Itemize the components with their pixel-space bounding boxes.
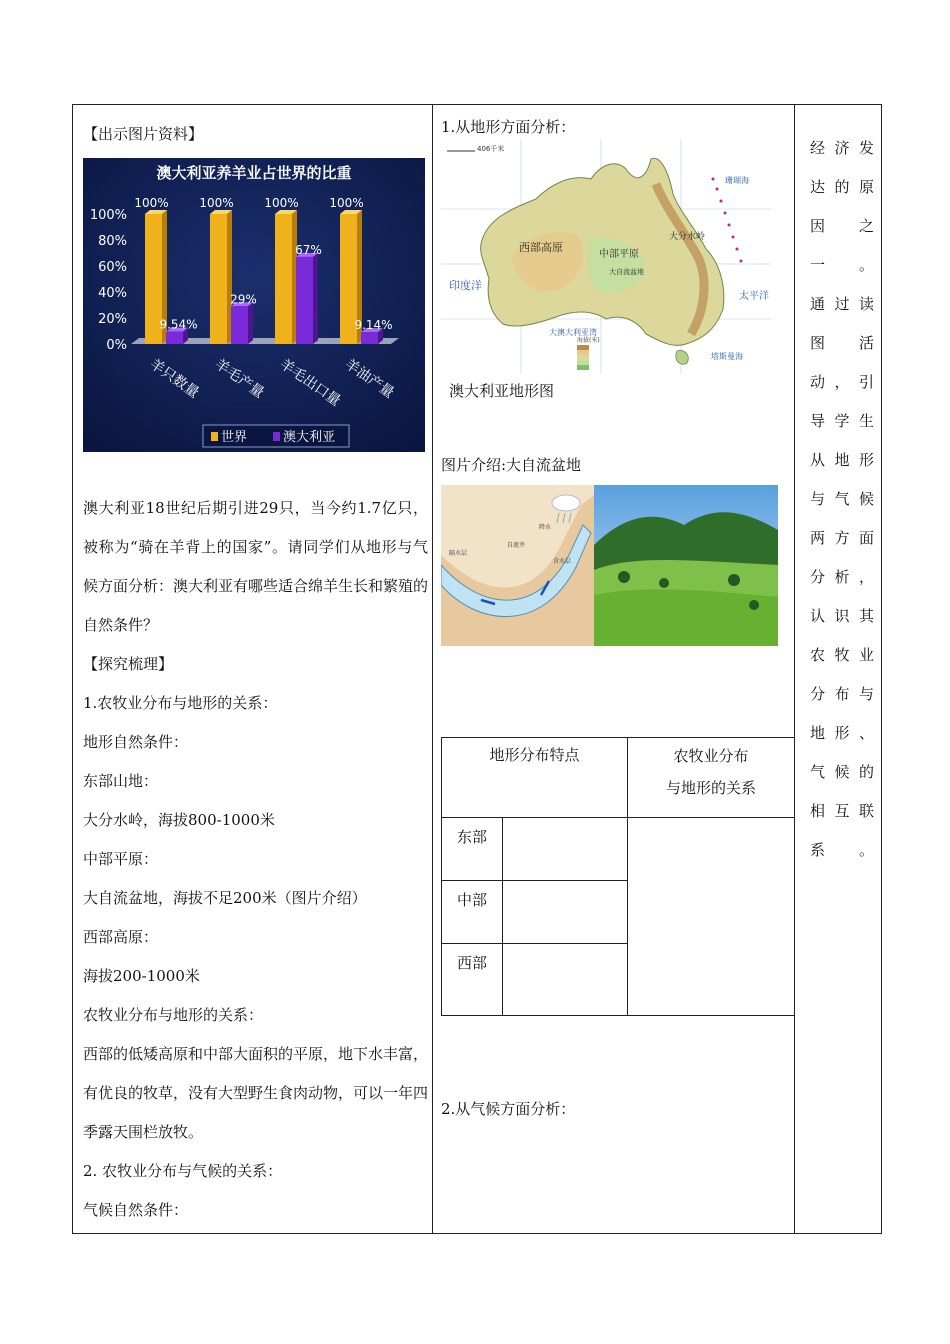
middle-column: [441, 115, 796, 1118]
legend-world: 世界: [221, 430, 248, 445]
table-header-terrain: 地形分布特点: [442, 738, 628, 818]
artesian-diagram: [441, 485, 594, 646]
australia-terrain-map: [441, 139, 771, 374]
map-label-coral-sea: 珊瑚海: [725, 176, 749, 185]
table-row-east: 东部: [442, 818, 503, 881]
terrain-label: 地形自然条件：: [83, 733, 189, 751]
map-label-tasman: 塔斯曼海: [711, 352, 743, 361]
bar-value-label: 67%: [295, 242, 322, 257]
legend-swatch-australia: [273, 432, 280, 441]
category-label: 羊毛产量: [211, 356, 267, 402]
legend-swatch-world: [211, 432, 218, 441]
map-scale: 406千米: [477, 145, 505, 153]
map-label-great-divide: 大分水岭: [669, 232, 706, 242]
mid-desc: 大自流盆地，海拔不足200米（图片介绍）: [83, 889, 367, 907]
bar-side: [313, 253, 318, 344]
right-note-line: 地形、: [810, 724, 874, 742]
section2-title: 2. 农牧业分布与气候的关系：: [83, 1162, 283, 1180]
mid-label: 中部平原：: [83, 850, 159, 868]
right-note-line: 认识其: [810, 607, 874, 625]
right-note-line: 一。: [810, 256, 874, 274]
right-note-line: 系。: [810, 841, 874, 859]
table-header-agri-line2: 与地形的关系: [665, 779, 756, 797]
right-note-line: 与气候: [810, 490, 874, 508]
artesian-basin-photos: [441, 485, 778, 646]
west-desc: 海拔200-1000米: [83, 967, 200, 985]
bar-value-label: 9.14%: [354, 318, 393, 333]
sheep-industry-chart: [83, 158, 425, 452]
bar-value-label: 100%: [264, 196, 299, 210]
right-column: [810, 129, 874, 870]
diagram-aquifer: 含水层: [553, 558, 572, 565]
y-tick-label: 0%: [106, 338, 127, 353]
bar-australia: [296, 257, 313, 344]
right-note-line: 导学生: [810, 412, 874, 430]
bar-world: [210, 214, 227, 344]
right-note-line: 农牧业: [810, 646, 874, 664]
left-column: [83, 115, 428, 1230]
diagram-spring: 自流井: [507, 542, 526, 549]
right-note-line: 分析，: [810, 568, 874, 586]
category-label: 羊毛出口量: [276, 356, 344, 410]
map-label-west-plateau: 西部高原: [519, 241, 563, 254]
bar-value-label: 9.54%: [159, 317, 198, 332]
intro-paragraph: 澳大利亚18世纪后期引进29只，当今约1.7亿只，被称为“骑在羊背上的国家”。请同学们从地形与气候方面分析：澳大利亚有哪些适合绵羊生长和繁殖的自然条件？: [83, 499, 429, 634]
y-tick-label: 20%: [98, 312, 127, 327]
map-label-great-bight: 大澳大利亚湾: [549, 328, 597, 337]
table-cell-relation[interactable]: [628, 818, 795, 1016]
terrain-analysis-table: [441, 737, 795, 1016]
right-note-line: 两方面: [810, 529, 874, 547]
section1-title: 1.农牧业分布与地形的关系：: [83, 694, 278, 712]
map-label-indian-ocean: 印度洋: [449, 279, 482, 292]
bar-australia: [166, 332, 183, 344]
climate-label: 气候自然条件：: [83, 1201, 189, 1219]
map-caption: 澳大利亚地形图: [449, 382, 555, 400]
table-cell-east[interactable]: [503, 818, 628, 881]
legend-australia: 澳大利亚: [283, 430, 336, 445]
table-header-agri-line1: 农牧业分布: [673, 747, 749, 765]
heading-explore: 【探究梳理】: [83, 655, 174, 673]
lesson-table: [72, 104, 882, 1234]
category-label: 羊油产量: [341, 356, 397, 402]
grassland-photo: [594, 485, 778, 646]
map-label-central: 中部平原: [599, 249, 639, 260]
y-tick-label: 80%: [98, 234, 127, 249]
category-label: 羊只数量: [146, 356, 202, 402]
diagram-rain: 降水: [539, 524, 552, 531]
climate-analysis-title: 2.从气候方面分析：: [441, 1100, 576, 1118]
west-label: 西部高原：: [83, 928, 159, 946]
right-note-line: 动，引: [810, 373, 874, 391]
right-note-line: 相互联: [810, 802, 874, 820]
table-row-mid: 中部: [442, 881, 503, 944]
table-cell-mid[interactable]: [503, 881, 628, 944]
map-label-pacific: 太平洋: [739, 291, 769, 302]
right-note-line: 气候的: [810, 763, 874, 781]
heading-show-pictures: 【出示图片资料】: [83, 125, 204, 143]
right-note-line: 分布与: [810, 685, 874, 703]
map-legend-title: 海拔(米): [577, 337, 600, 344]
chart-title: 澳大利亚养羊业占世界的比重: [156, 164, 352, 182]
bar-australia: [361, 332, 378, 344]
relation-desc: 西部的低矮高原和中部大面积的平原，地下水丰富，有优良的牧草，没有大型野生食肉动物，可以一年四季露天围栏放牧。: [83, 1045, 429, 1141]
bar-value-label: 100%: [329, 196, 364, 210]
table-cell-west[interactable]: [503, 944, 628, 1016]
table-header-agri: [628, 738, 795, 818]
right-note-line: 经济发: [810, 139, 874, 157]
right-note-line: 从地形: [810, 451, 874, 469]
bar-australia: [231, 306, 248, 344]
relation-label: 农牧业分布与地形的关系：: [83, 1006, 264, 1024]
bar-world: [275, 214, 292, 344]
right-note-line: 因 之: [810, 217, 874, 235]
bar-side: [248, 302, 253, 344]
table-row-west: 西部: [442, 944, 503, 1016]
y-tick-label: 40%: [98, 286, 127, 301]
column-divider: [432, 105, 433, 1233]
bar-value-label: 100%: [134, 196, 169, 210]
right-note-line: 通过读: [810, 295, 874, 313]
terrain-analysis-title: 1.从地形方面分析：: [441, 118, 576, 136]
photo-caption: 图片介绍:大自流盆地: [441, 456, 582, 474]
y-tick-label: 100%: [89, 208, 127, 223]
east-label: 东部山地：: [83, 772, 159, 790]
map-label-great-basin: 大自流盆地: [609, 268, 644, 276]
east-desc: 大分水岭，海拔800-1000米: [83, 811, 275, 829]
bar-value-label: 100%: [199, 196, 234, 210]
y-tick-label: 60%: [98, 260, 127, 275]
right-note-line: 达的原: [810, 178, 874, 196]
right-note-line: 图 活: [810, 334, 874, 352]
diagram-water-layer: 隔水层: [449, 550, 468, 557]
bar-value-label: 29%: [230, 292, 257, 307]
